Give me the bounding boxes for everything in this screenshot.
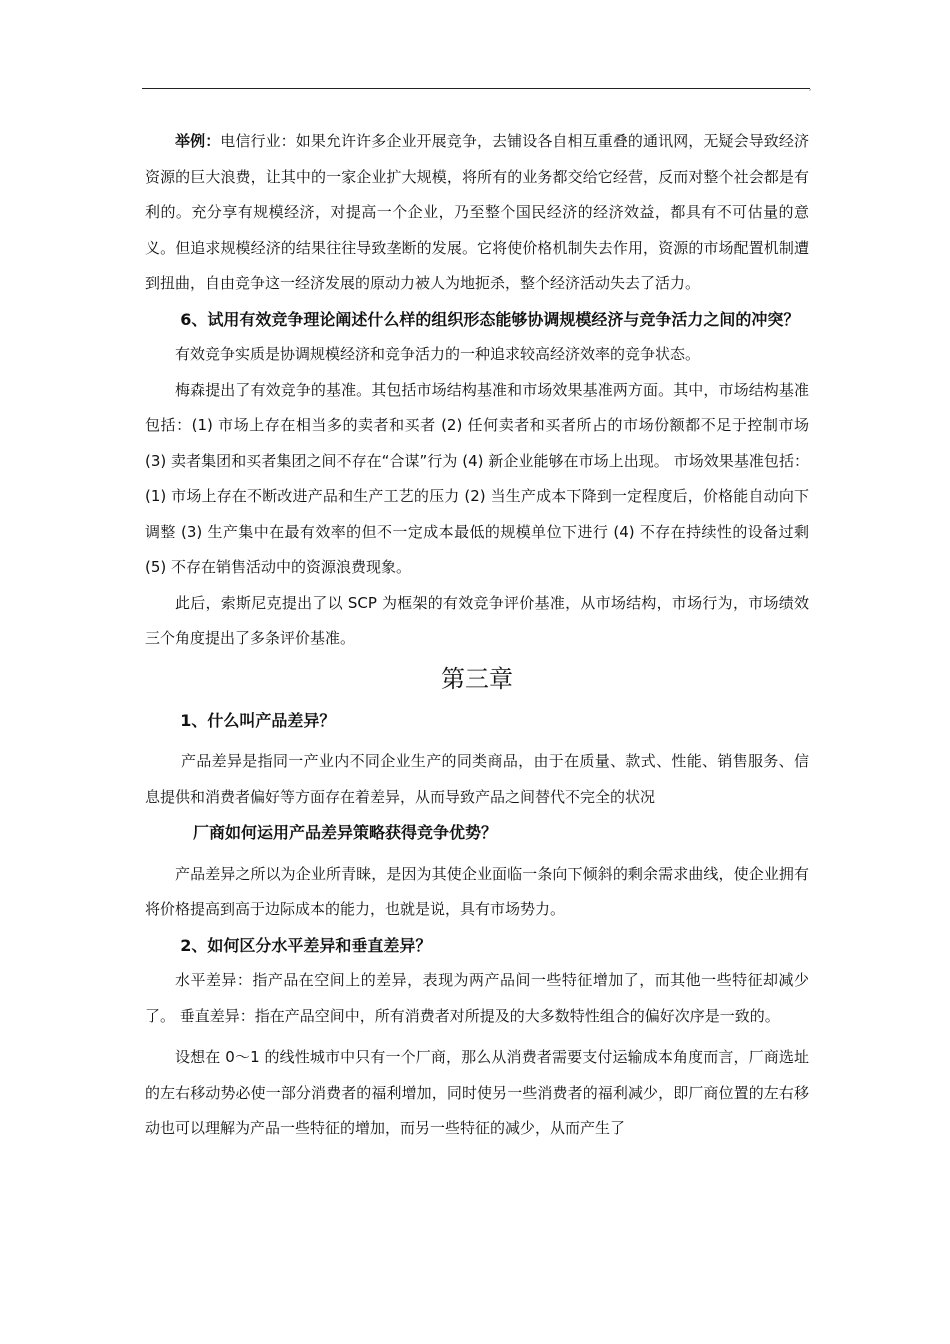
example-text: 电信行业：如果允许许多企业开展竞争，去铺设各自相互重叠的通讯网，无疑会导致经济资源的巨大浪费，让其中的一家企业扩大规模，将所有的业务都交给它经营，反而对整个社会都是有利的。充分享有规模经济，对提高一个企业，乃至整个国民经济的经济效益，都具有不可估量的意义。但追求规模经济的结果往往导致垄断的发展。它将使价格机制失去作用，资源的市场配置机制遭到扭曲，自由竞争这一经济发展的原动力被人为地扼杀，整个经济活动失去了活力。: [145, 132, 809, 292]
example-lead: 举例：: [175, 132, 221, 150]
c2-heading: 2、如何区分水平差异和垂直差异？: [180, 935, 432, 955]
q6-paragraph-2: 梅森提出了有效竞争的基准。其包括市场结构基准和市场效果基准两方面。其中，市场结构基准包括：(1) 市场上存在相当多的卖者和买者 (2) 任何卖者和买者所占的市场份额都不足于控制市场 (3) 卖者集团和买者集团之间不存在“合谋”行为 (4) 新企业能够在市场上出现。 市场效果基准包括：(1) 市场上存在不断改进产品和生产工艺的压力 (2) 当生产成本下降到一定程度后，价格能自动向下调整 (3) 生产集中在最有效率的但不一定成本最低的规模单位下进行 (4) 不存在持续性的设备过剩 (5) 不存在销售活动中的资源浪费现象。: [145, 380, 809, 576]
c1-paragraph-2: 产品差异之所以为企业所青睐，是因为其使企业面临一条向下倾斜的剩余需求曲线，使企业拥有将价格提高到高于边际成本的能力，也就是说，具有市场势力。: [145, 864, 809, 918]
header-rule: [142, 88, 810, 89]
example-paragraph: [145, 124, 809, 302]
chapter-title: 第三章: [441, 664, 513, 693]
c1-sub-heading: 厂商如何运用产品差异策略获得竞争优势？: [193, 823, 498, 842]
c1-heading: 1、什么叫产品差异？: [180, 710, 336, 730]
document-body: [145, 124, 809, 1147]
c2-paragraph-1: 水平差异：指产品在空间上的差异，表现为两产品间一些特征增加了，而其他一些特征却减少了。 垂直差异：指在产品空间中，所有消费者对所提及的大多数特性组合的偏好次序是一致的。: [145, 971, 809, 1025]
question-6-heading: 6、试用有效竞争理论阐述什么样的组织形态能够协调规模经济与竞争活力之间的冲突？: [180, 309, 800, 329]
q6-paragraph-1: 有效竞争实质是协调规模经济和竞争活力的一种追求较高经济效率的竞争状态。: [175, 345, 701, 363]
q6-paragraph-3: 此后，索斯尼克提出了以 SCP 为框架的有效竞争评价基准，从市场结构，市场行为，市场绩效三个角度提出了多条评价基准。: [145, 593, 809, 647]
header-mark: ,: [809, 84, 812, 92]
c1-paragraph-1: 产品差异是指同一产业内不同企业生产的同类商品，由于在质量、款式、性能、销售服务、信息提供和消费者偏好等方面存在着差异，从而导致产品之间替代不完全的状况: [145, 752, 809, 806]
c2-paragraph-2: 设想在 0～1 的线性城市中只有一个厂商，那么从消费者需要支付运输成本角度而言，厂商选址的左右移动势必使一部分消费者的福利增加，同时使另一些消费者的福利减少，即厂商位置的左右移动也可以理解为产品一些特征的增加，而另一些特征的减少，从而产生了: [145, 1048, 809, 1137]
